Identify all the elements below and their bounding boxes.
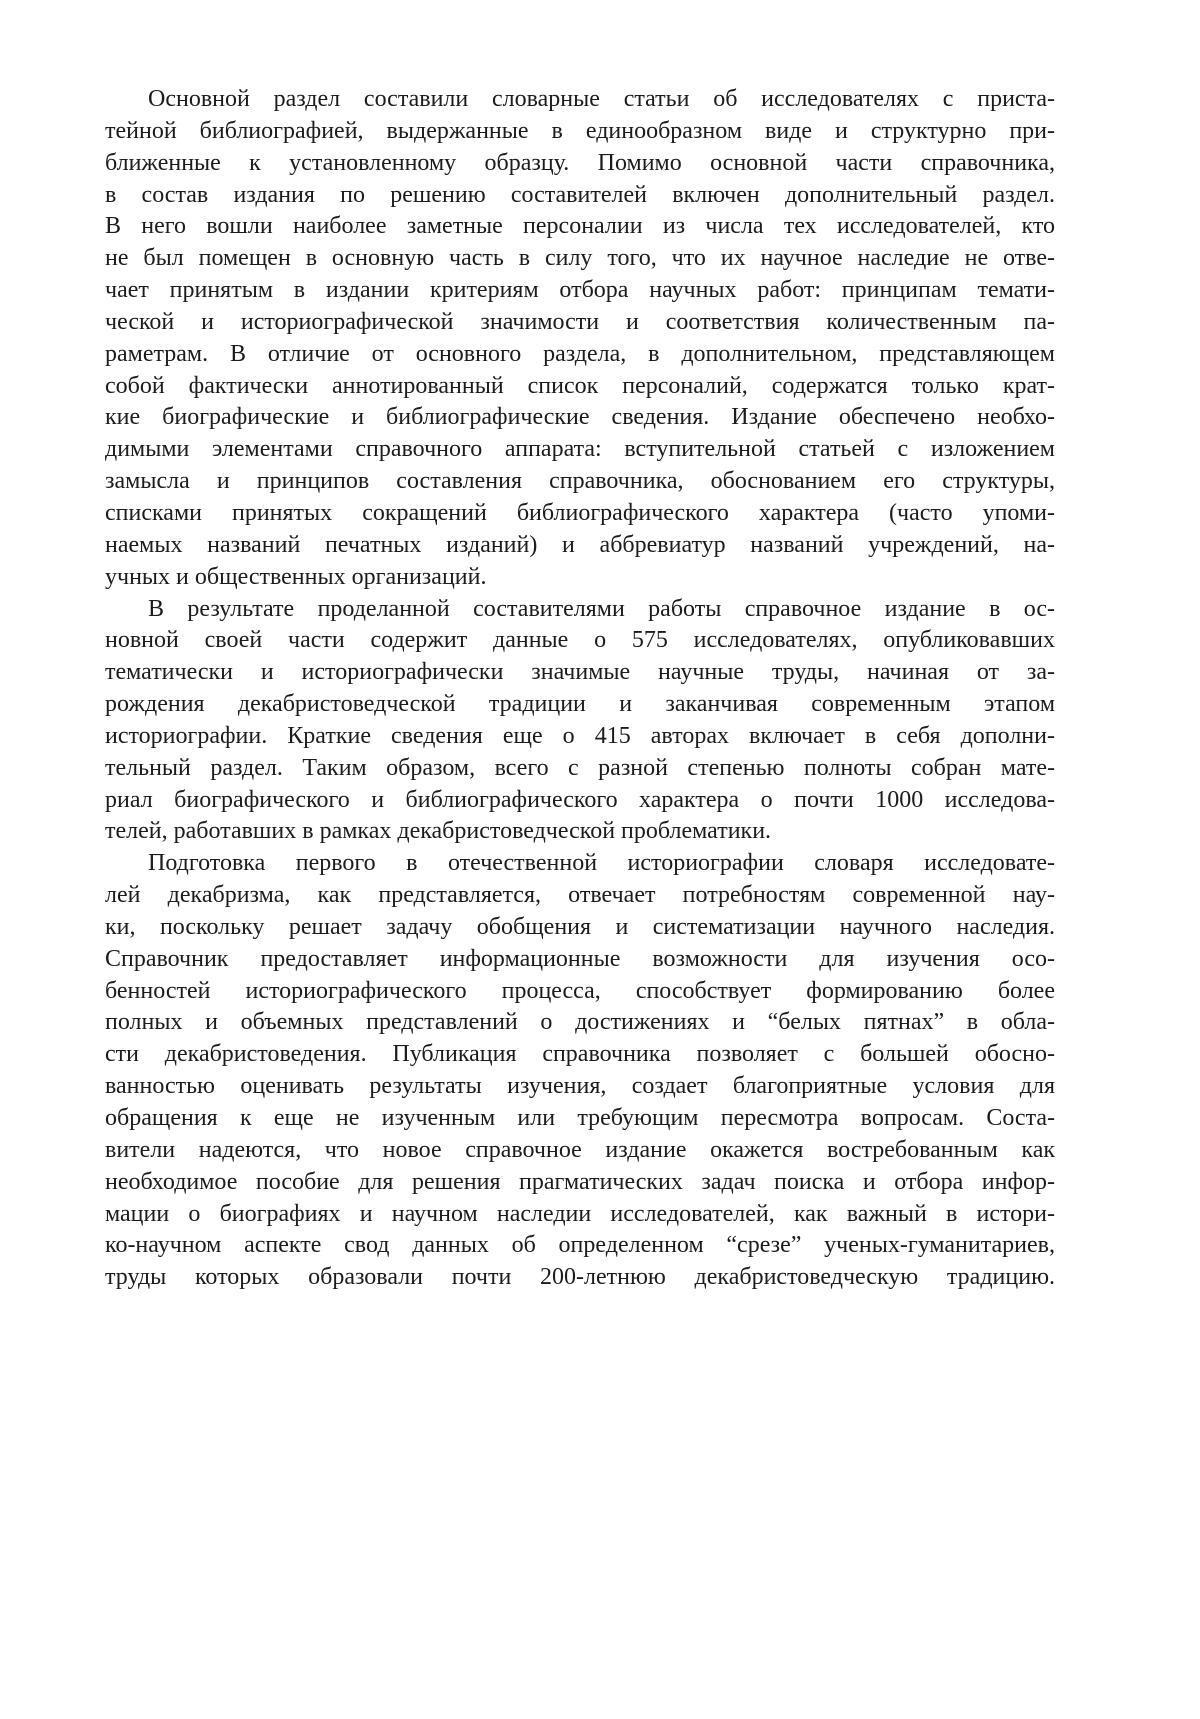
text-line: замысла и принципов составления справочника, обоснованием его структуры, — [105, 468, 1055, 495]
text-line: В него вошли наиболее заметные персоналии из числа тех исследователей, кто — [105, 213, 1055, 240]
text-line: списками принятых сокращений библиографического характера (часто упоми- — [105, 499, 1055, 526]
text-line: вители надеются, что новое справочное издание окажется востребованным как — [105, 1136, 1055, 1163]
text-line: новной своей части содержит данные о 575 исследователях, опубликовавших — [105, 627, 1055, 654]
text-line: историографии. Краткие сведения еще о 415 авторах включает в себя дополни- — [105, 722, 1055, 749]
text-line: риал биографического и библиографического характера о почти 1000 исследова- — [105, 786, 1055, 813]
text-line: собой фактически аннотированный список персоналий, содержатся только крат- — [105, 372, 1055, 399]
text-line: тематически и историографически значимые научные труды, начиная от за- — [105, 659, 1055, 686]
text-line: учных и общественных организаций. — [105, 563, 487, 590]
text-line: рождения декабристоведческой традиции и заканчивая современным этапом — [105, 691, 1055, 718]
text-line: тейной библиографией, выдержанные в единообразном виде и структурно при- — [105, 117, 1055, 144]
text-line: наемых названий печатных изданий) и аббревиатур названий учреждений, на- — [105, 531, 1055, 558]
text-line: не был помещен в основную часть в силу того, что их научное наследие не отве- — [105, 245, 1055, 272]
text-line: тельный раздел. Таким образом, всего с разной степенью полноты собран мате- — [105, 754, 1055, 781]
text-line: в состав издания по решению составителей включен дополнительный раздел. — [105, 181, 1055, 208]
text-line: труды которых образовали почти 200-летнюю декабристоведческую традицию. — [105, 1264, 1055, 1291]
text-line: ческой и историографической значимости и соответствия количественным па- — [105, 308, 1055, 335]
paragraph — [105, 594, 1055, 849]
text-line: полных и объемных представлений о достижениях и “белых пятнах” в обла- — [105, 1009, 1055, 1036]
paragraph — [105, 84, 1055, 594]
text-line: ближенные к установленному образцу. Помимо основной части справочника, — [105, 149, 1055, 176]
text-line: ки, поскольку решает задачу обобщения и систематизации научного наследия. — [105, 913, 1055, 940]
text-line: чает принятым в издании критериям отбора научных работ: принципам темати- — [105, 277, 1055, 304]
paragraph — [105, 848, 1055, 1294]
text-line: ванностью оценивать результаты изучения, создает благоприятные условия для — [105, 1073, 1055, 1100]
text-line: ко-научном аспекте свод данных об определенном “срезе” ученых-гуманитариев, — [105, 1232, 1055, 1259]
text-line: В результате проделанной составителями работы справочное издание в ос- — [148, 595, 1055, 622]
text-line: бенностей историографического процесса, способствует формированию более — [105, 977, 1055, 1004]
text-line: мации о биографиях и научном наследии исследователей, как важный в истори- — [105, 1200, 1055, 1227]
text-line: лей декабризма, как представляется, отвечает потребностям современной нау- — [105, 882, 1055, 909]
text-line: раметрам. В отличие от основного раздела, в дополнительном, представляющем — [105, 340, 1055, 367]
page-text-block — [105, 84, 1055, 1294]
text-line: димыми элементами справочного аппарата: вступительной статьей с изложением — [105, 436, 1055, 463]
text-line: Справочник предоставляет информационные возможности для изучения осо- — [105, 945, 1055, 972]
text-line: сти декабристоведения. Публикация справочника позволяет с большей обосно- — [105, 1041, 1055, 1068]
text-line: кие биографические и библиографические сведения. Издание обеспечено необхо- — [105, 404, 1055, 431]
text-line: необходимое пособие для решения прагматических задач поиска и отбора инфор- — [105, 1168, 1055, 1195]
text-line: Основной раздел составили словарные статьи об исследователях с приста- — [148, 86, 1055, 112]
text-line: телей, работавших в рамках декабристоведческой проблематики. — [105, 818, 772, 845]
text-line: обращения к еще не изученным или требующим пересмотра вопросам. Соста- — [105, 1105, 1055, 1131]
text-line: Подготовка первого в отечественной историографии словаря исследовате- — [148, 850, 1055, 877]
